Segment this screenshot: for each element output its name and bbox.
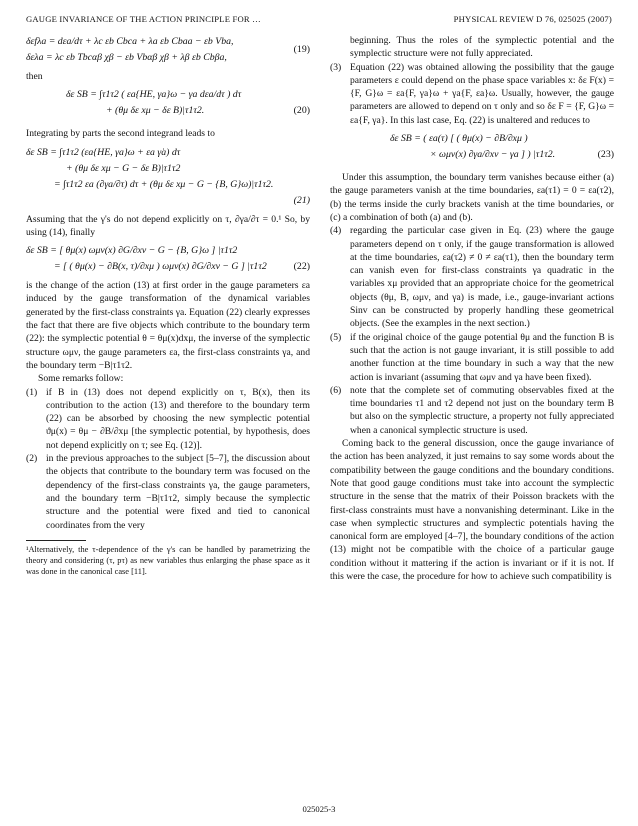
running-header-journal: PHYSICAL REVIEW D 76, 025025 (2007) [453,14,612,24]
equation-20 [26,87,310,119]
equation-number: (21) [293,194,310,206]
list-item-number: (1) [26,386,38,398]
equation-number: (20) [293,105,310,117]
list-item-number: (4) [330,225,342,237]
list-item-number: (2) [26,453,38,465]
list-item-number: (6) [330,384,342,396]
list-item [26,452,310,532]
equation-23-line-2: × ωμν(x) ∂γa/∂xν − γa ] ) |τ1τ2. [430,149,556,161]
list-item-number: (5) [330,331,342,343]
equation-21-line-3: = ∫τ1τ2 εa (∂γa/∂τ) dτ + (θμ δε xμ − G − {B, G}ω)|τ1τ2. [54,178,274,190]
equation-19-line-1: δεfλa = dεa/dτ + λc εb Cbca + λa εb Cbaa − εb Vba, [26,36,234,47]
equation-22 [26,243,310,275]
remarks-list-more [330,224,614,437]
list-item-text: Equation (22) was obtained allowing the possibility that the gauge parameters ε could depend on the phase space variables x: δε F(x) = {F, G}ω = εa{F, γa}ω + γa{F, εa}ω. Usually, however, the gauge parameters are allowed to depend on τ only and so δε F = {F, G}ω = εa{F, γa}. In this last case, Eq. (22) is unaltered and reduces to [350,61,614,126]
paragraph-under-assumption: Under this assumption, the boundary term vanishes because either (a) the gauge parameters vanish at the time boundaries, εa(τ1) = 0 = εa(τ2), (b) the terms inside the curly brackets vanish at the time boundaries, or (c) a combination of both (a) and (b). [330,172,614,223]
equation-21-line-1: δε SB = ∫τ1τ2 (εa{HE, γa}ω + εa γ̇a) dτ [26,146,181,158]
paragraph-assuming: Assuming that the γ's do not depend explicitly on τ, ∂γa/∂τ = 0.¹ So, by using (14), finally [26,213,310,238]
list-item [330,61,614,127]
list-item-number: (3) [330,61,342,73]
paragraph-then: then [26,71,43,82]
footnote-rule [26,540,86,541]
list-item-text: note that the complete set of commuting observables fixed at the time boundaries τ1 and τ2 depend not just on the boundary term B but also on the symplectic structure, a property not fully appreciated when a canonical symplectic structure is used. [350,384,614,436]
equation-19-line-2: δελa = λc εb Tbcαβ χβ − εb Vbαβ χβ + λβ εb Cbβa, [26,52,227,63]
left-column [26,34,310,577]
page-number: 025025-3 [302,804,336,814]
equation-19 [26,34,310,66]
equation-number: (22) [293,261,310,273]
equation-21 [26,145,310,209]
remarks-list-continued [330,34,614,127]
running-header-title: GAUGE INVARIANCE OF THE ACTION PRINCIPLE FOR … [26,14,261,24]
paragraph-change-of-action: is the change of the action (13) at first order in the gauge parameters εa induced by the gauge transformation of the dynamical variables generated by the first-class constraints γa. Equation (22) clearly expresses the fact that there are five objects which contribute to the boundary term (22): the symplectic potential θ = θμ(x)dxμ, the inverse of the symplectic structure ωμν, the gauge parameters εa, the first-class constraints γa, and the boundary term −B|τ1τ2. [26,280,310,371]
footnote: ¹Alternatively, the τ-dependence of the γ's can be handled by parametrizing the theory and considering (τ, pτ) as new variables thus enlarging the phase space as it was done in the canonical case [11]. [26,544,310,576]
paragraph-remarks: Some remarks follow: [38,373,124,385]
equation-number: (19) [293,44,310,55]
paragraph-integrating: Integrating by parts the second integrand leads to [26,128,215,140]
list-item [330,331,614,384]
paragraph-coming-back: Coming back to the general discussion, once the gauge invariance of the action has been analyzed, it just remains to say some words about the compatibility between the gauge conditions and the boundary conditions. Note that good gauge conditions must take into account the symplectic structure in the sense that the matrix of their Poisson brackets with the first-class constraints must have a nonvanishing determinant. Like in the case when symplectic structures and symplectic potentials having the canonical form are employed [4–7], the boundary conditions of the action (13) might not be compatible with the choice of a particular gauge condition without it mattering if the action is invariant or if it is not. If this were the case, the procedure for how to achieve such compatibility is [330,438,614,582]
list-item [330,224,614,330]
equation-23-line-1: δε SB = ( εa(τ) [ ( θμ(x) − ∂B/∂xμ ) [390,133,528,145]
list-item-text: if B in (13) does not depend explicitly on τ, B(x), then its contribution to the action (13) and therefore to the boundary term (22) can be absorbed by choosing the new symplectic potential ϑμ(x) = θμ − ∂B/∂xμ [the symplectic potential, by hypothesis, does not depend explicitly on τ; see Eq. (12)]. [46,386,310,451]
list-item-text: beginning. Thus the roles of the symplectic potential and the symplectic structure were not fully appreciated. [350,35,614,60]
equation-23 [330,131,614,163]
list-item-text: in the previous approaches to the subject [5–7], the discussion about the objects that contribute to the boundary term was focused on the dependency of the first-class constraints γa, the gauge parameters, and the boundary term −B|τ1τ2, simply because the symplectic structure and the potential were fixed and tied to canonical coordinates from the very [46,453,310,531]
list-item-text: if the original choice of the gauge potential θμ and the function B is such that the action is not gauge invariant, it is still possible to add another function at the time boundary in such a way that the new action is invariant (assuming that ωμν and γa have been fixed). [350,331,614,383]
equation-22-line-2: = [ ( θμ(x) − ∂B(x, τ)/∂xμ ) ωμν(x) ∂G/∂xν − G ] |τ1τ2 [54,261,267,273]
list-item [330,34,614,61]
list-item [330,384,614,437]
equation-20-line-2: + (θμ δε xμ − δε B)|τ1τ2. [106,105,205,117]
right-column [330,34,614,583]
list-item [26,386,310,452]
equation-20-line-1: δε SB = ∫τ1τ2 ( εa{HE, γa}ω − γa dεa/dτ ) dτ [66,89,242,101]
equation-number: (23) [597,149,614,161]
list-item-text: regarding the particular case given in Eq. (23) where the gauge parameters depend on τ only, if the gauge transformation is allowed at the time boundaries, εa(τ2) ≠ 0 ≠ εa(τ1), then the boundary term can vanish even for first-class constraints γa quadratic in the variables xμ provided that an appropriate choice for the geometrical objects (θμ, B, ωμν, and γa) is made, i.e., gauge-invariant actions Sinv can be constructed by properly handling these geometrical objects. (See the examples in the next section.) [350,225,614,330]
equation-21-line-2: + (θμ δε xμ − G − δε B)|τ1τ2 [66,162,181,174]
equation-22-line-1: δε SB = [ θμ(x) ωμν(x) ∂G/∂xν − G − {B, G}ω ] |τ1τ2 [26,245,238,257]
remarks-list [26,386,310,532]
